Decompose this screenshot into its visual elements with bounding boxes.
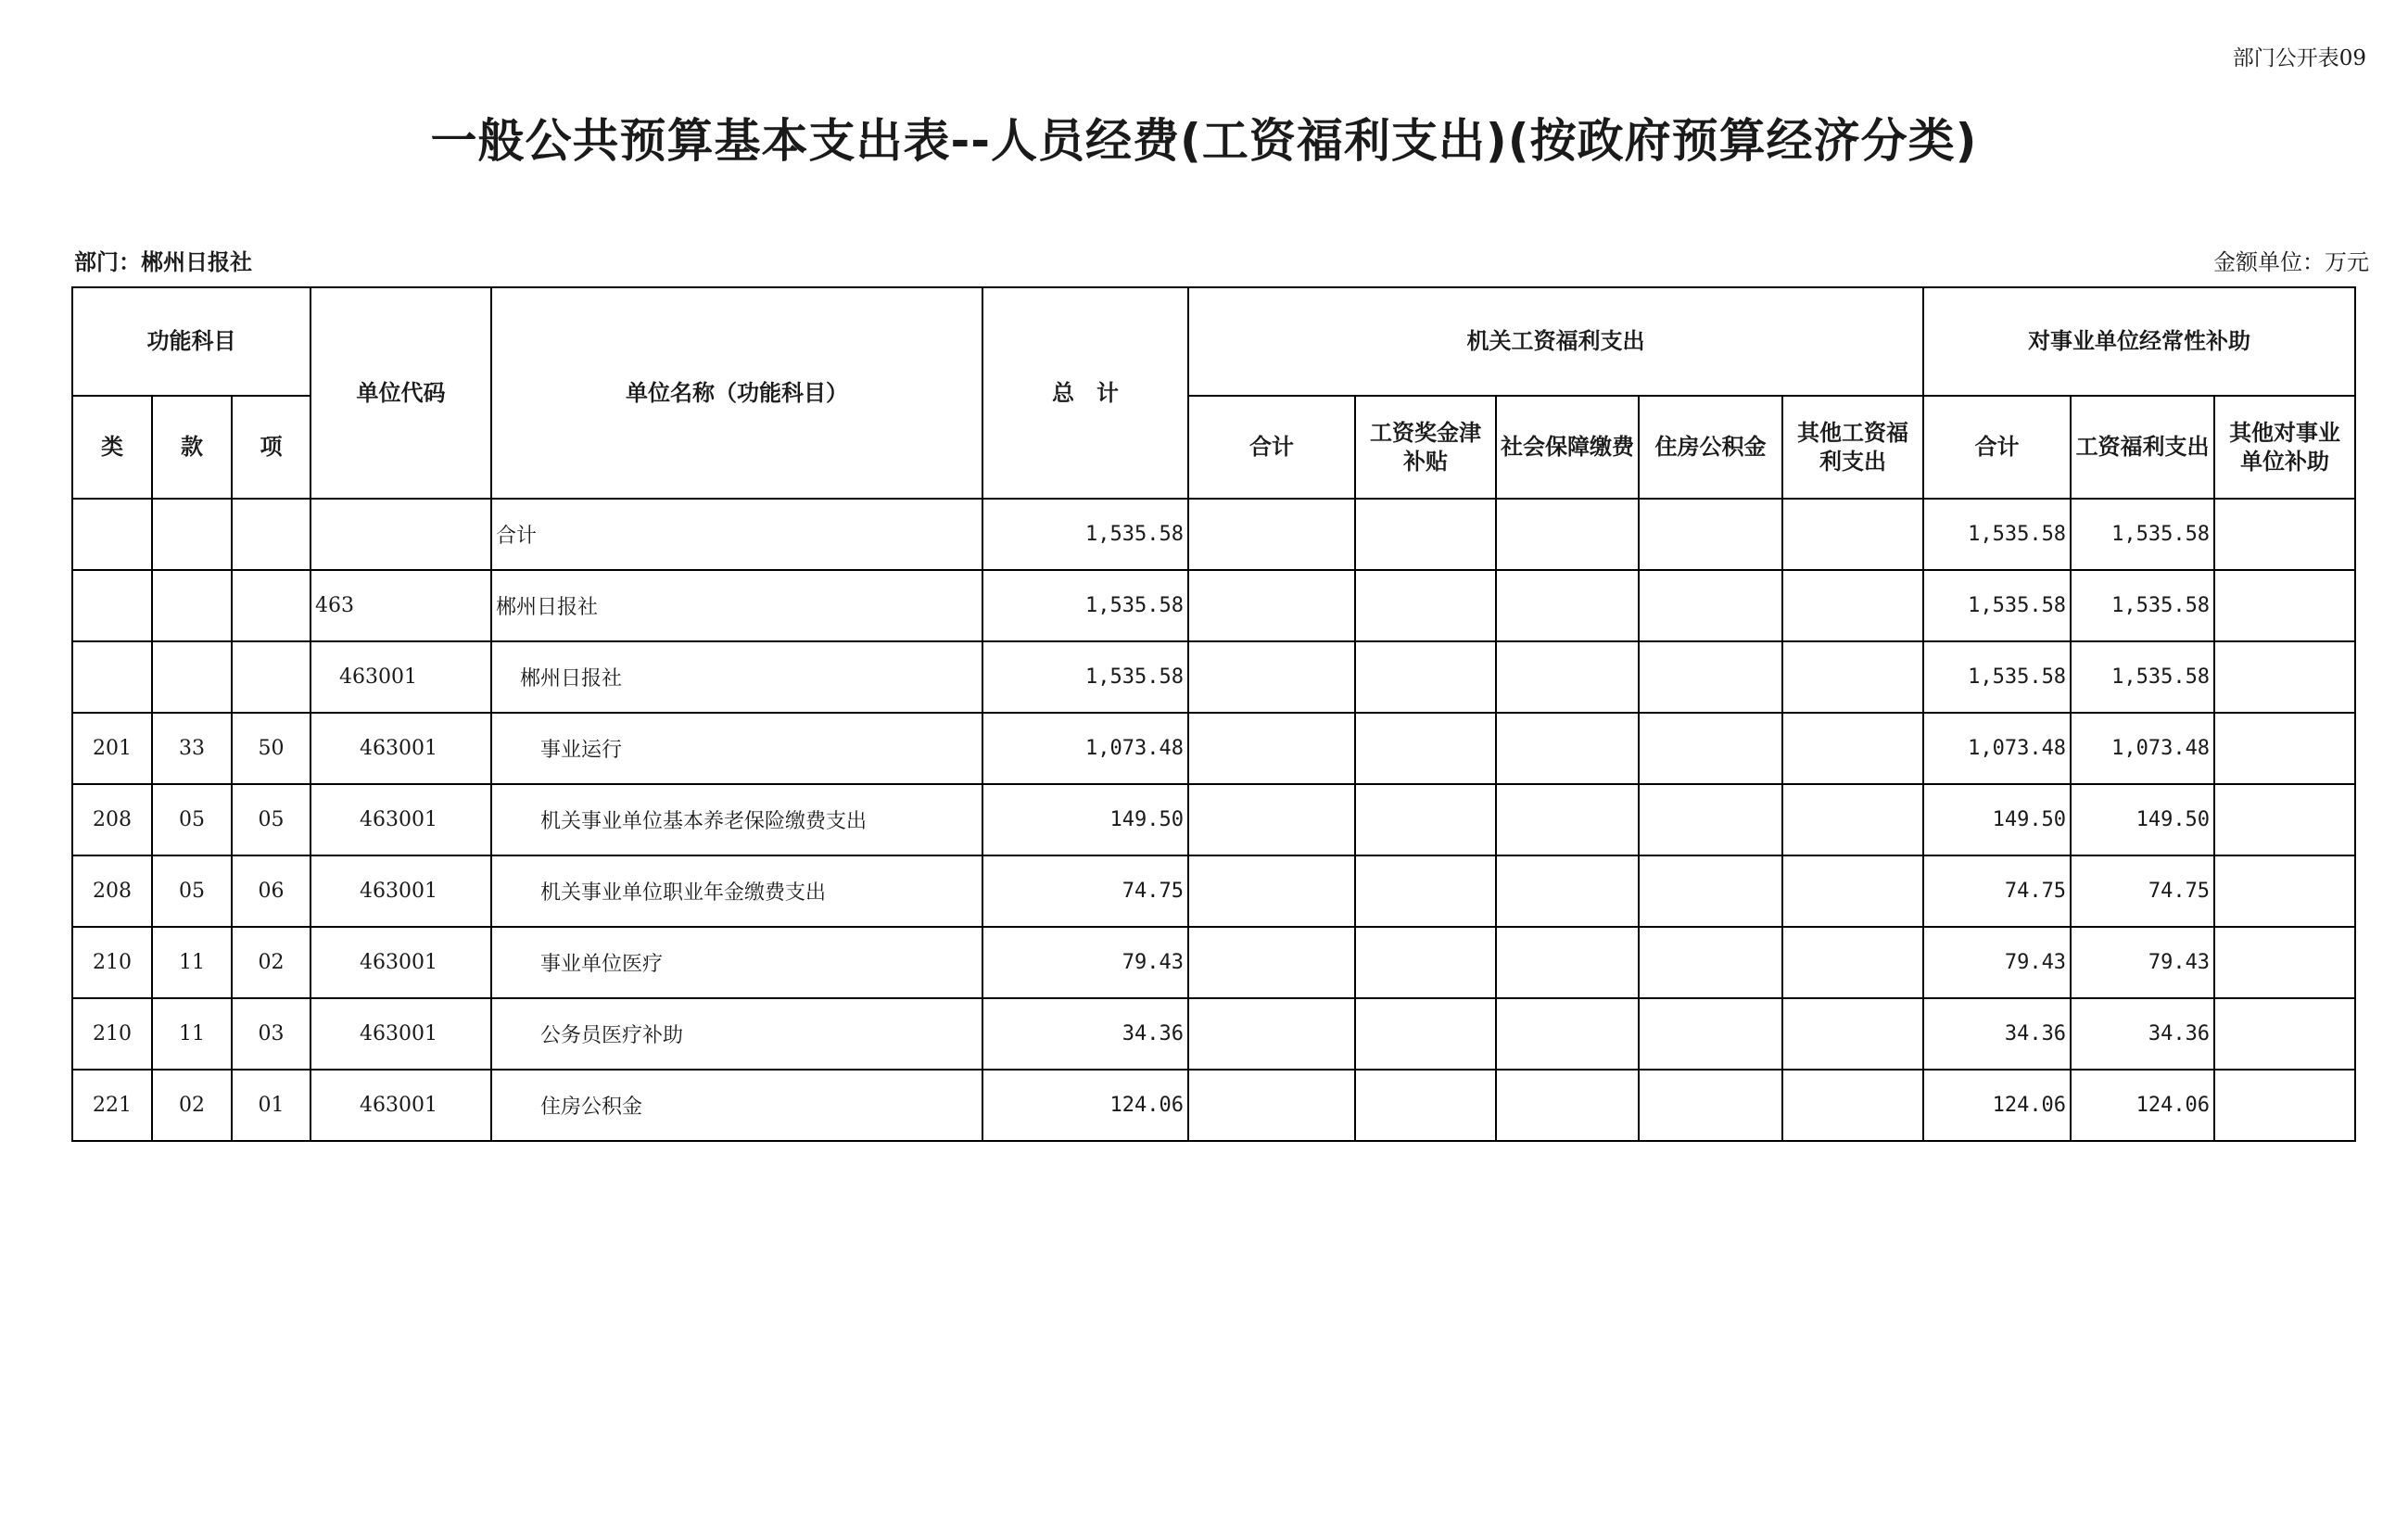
cell-unit-name: 机关事业单位职业年金缴费支出 bbox=[491, 855, 982, 927]
cell-unit-name: 公务员医疗补助 bbox=[491, 998, 982, 1070]
cell-institution-salary: 1,535.58 bbox=[2071, 499, 2214, 570]
cell-institution-subtotal: 1,535.58 bbox=[1923, 499, 2071, 570]
cell-institution-other bbox=[2214, 855, 2355, 927]
cell-item bbox=[232, 641, 311, 713]
header-agency-other: 其他工资福利支出 bbox=[1782, 396, 1923, 499]
header-unit-code: 单位代码 bbox=[311, 287, 491, 499]
cell-unit-code: 463001 bbox=[311, 998, 491, 1070]
cell-institution-subtotal: 1,535.58 bbox=[1923, 641, 2071, 713]
table-row bbox=[72, 499, 2355, 570]
cell-agency-housing-fund bbox=[1639, 998, 1782, 1070]
cell-agency-salary bbox=[1355, 998, 1496, 1070]
cell-category: 201 bbox=[72, 713, 152, 784]
cell-institution-salary: 79.43 bbox=[2071, 927, 2214, 998]
cell-section bbox=[152, 641, 232, 713]
cell-section bbox=[152, 499, 232, 570]
cell-agency-housing-fund bbox=[1639, 499, 1782, 570]
table-row bbox=[72, 713, 2355, 784]
cell-agency-salary bbox=[1355, 1070, 1496, 1141]
cell-item: 02 bbox=[232, 927, 311, 998]
cell-agency-other bbox=[1782, 784, 1923, 855]
cell-agency-other bbox=[1782, 713, 1923, 784]
cell-unit-name: 郴州日报社 bbox=[491, 641, 982, 713]
header-item: 项 bbox=[232, 396, 311, 499]
cell-unit-code bbox=[311, 499, 491, 570]
table-row bbox=[72, 927, 2355, 998]
cell-total: 1,535.58 bbox=[982, 499, 1188, 570]
cell-item: 06 bbox=[232, 855, 311, 927]
table-row bbox=[72, 784, 2355, 855]
cell-institution-subtotal: 74.75 bbox=[1923, 855, 2071, 927]
cell-unit-code: 463001 bbox=[311, 927, 491, 998]
cell-section: 05 bbox=[152, 855, 232, 927]
cell-agency-social-security bbox=[1496, 499, 1639, 570]
cell-institution-salary: 1,073.48 bbox=[2071, 713, 2214, 784]
cell-agency-social-security bbox=[1496, 713, 1639, 784]
cell-agency-housing-fund bbox=[1639, 1070, 1782, 1141]
cell-category bbox=[72, 499, 152, 570]
cell-item: 50 bbox=[232, 713, 311, 784]
cell-unit-name: 事业运行 bbox=[491, 713, 982, 784]
header-institution-other: 其他对事业单位补助 bbox=[2214, 396, 2355, 499]
cell-agency-subtotal bbox=[1188, 784, 1355, 855]
cell-agency-subtotal bbox=[1188, 855, 1355, 927]
cell-agency-housing-fund bbox=[1639, 641, 1782, 713]
cell-agency-social-security bbox=[1496, 1070, 1639, 1141]
cell-agency-other bbox=[1782, 1070, 1923, 1141]
cell-institution-subtotal: 124.06 bbox=[1923, 1070, 2071, 1141]
cell-institution-salary: 1,535.58 bbox=[2071, 641, 2214, 713]
cell-total: 74.75 bbox=[982, 855, 1188, 927]
header-institution-subtotal: 合计 bbox=[1923, 396, 2071, 499]
cell-category: 210 bbox=[72, 998, 152, 1070]
header-agency-subtotal: 合计 bbox=[1188, 396, 1355, 499]
cell-category: 221 bbox=[72, 1070, 152, 1141]
cell-total: 149.50 bbox=[982, 784, 1188, 855]
cell-section: 05 bbox=[152, 784, 232, 855]
cell-agency-social-security bbox=[1496, 927, 1639, 998]
department-label: 部门：郴州日报社 bbox=[74, 249, 252, 275]
cell-agency-social-security bbox=[1496, 570, 1639, 641]
cell-agency-housing-fund bbox=[1639, 927, 1782, 998]
cell-agency-other bbox=[1782, 998, 1923, 1070]
cell-section: 33 bbox=[152, 713, 232, 784]
page-title: 一般公共预算基本支出表--人员经费(工资福利支出)(按政府预算经济分类) bbox=[430, 114, 1978, 168]
cell-category: 210 bbox=[72, 927, 152, 998]
cell-agency-subtotal bbox=[1188, 499, 1355, 570]
cell-agency-salary bbox=[1355, 570, 1496, 641]
cell-agency-subtotal bbox=[1188, 998, 1355, 1070]
table-row bbox=[72, 855, 2355, 927]
header-unit-name: 单位名称（功能科目） bbox=[491, 287, 982, 499]
cell-agency-salary bbox=[1355, 855, 1496, 927]
cell-institution-other bbox=[2214, 998, 2355, 1070]
cell-unit-code: 463001 bbox=[311, 713, 491, 784]
cell-agency-subtotal bbox=[1188, 1070, 1355, 1141]
cell-institution-salary: 1,535.58 bbox=[2071, 570, 2214, 641]
cell-unit-name: 合计 bbox=[491, 499, 982, 570]
cell-agency-social-security bbox=[1496, 998, 1639, 1070]
table-row bbox=[72, 998, 2355, 1070]
cell-total: 124.06 bbox=[982, 1070, 1188, 1141]
cell-category bbox=[72, 641, 152, 713]
cell-unit-code: 463001 bbox=[311, 784, 491, 855]
cell-total: 1,073.48 bbox=[982, 713, 1188, 784]
header-agency-group: 机关工资福利支出 bbox=[1188, 287, 1923, 396]
cell-agency-subtotal bbox=[1188, 713, 1355, 784]
header-total: 总 计 bbox=[982, 287, 1188, 499]
header-function-subject: 功能科目 bbox=[72, 287, 311, 396]
cell-institution-subtotal: 34.36 bbox=[1923, 998, 2071, 1070]
header-institution-group: 对事业单位经常性补助 bbox=[1923, 287, 2355, 396]
cell-section: 11 bbox=[152, 927, 232, 998]
cell-institution-subtotal: 1,535.58 bbox=[1923, 570, 2071, 641]
cell-agency-housing-fund bbox=[1639, 570, 1782, 641]
cell-unit-name: 事业单位医疗 bbox=[491, 927, 982, 998]
header-agency-social-security: 社会保障缴费 bbox=[1496, 396, 1639, 499]
cell-institution-subtotal: 149.50 bbox=[1923, 784, 2071, 855]
cell-institution-other bbox=[2214, 499, 2355, 570]
cell-section: 02 bbox=[152, 1070, 232, 1141]
cell-item: 03 bbox=[232, 998, 311, 1070]
cell-agency-other bbox=[1782, 499, 1923, 570]
table-row bbox=[72, 641, 2355, 713]
cell-unit-name: 郴州日报社 bbox=[491, 570, 982, 641]
table-row bbox=[72, 570, 2355, 641]
cell-total: 1,535.58 bbox=[982, 570, 1188, 641]
cell-agency-salary bbox=[1355, 927, 1496, 998]
cell-institution-salary: 124.06 bbox=[2071, 1070, 2214, 1141]
cell-section: 11 bbox=[152, 998, 232, 1070]
cell-agency-salary bbox=[1355, 784, 1496, 855]
cell-institution-other bbox=[2214, 570, 2355, 641]
cell-institution-other bbox=[2214, 641, 2355, 713]
cell-unit-name: 机关事业单位基本养老保险缴费支出 bbox=[491, 784, 982, 855]
budget-table bbox=[71, 286, 2356, 1142]
cell-agency-salary bbox=[1355, 641, 1496, 713]
cell-agency-subtotal bbox=[1188, 641, 1355, 713]
cell-institution-salary: 34.36 bbox=[2071, 998, 2214, 1070]
table-row bbox=[72, 1070, 2355, 1141]
cell-agency-social-security bbox=[1496, 784, 1639, 855]
cell-institution-other bbox=[2214, 713, 2355, 784]
cell-unit-code: 463001 bbox=[311, 641, 491, 713]
cell-agency-housing-fund bbox=[1639, 855, 1782, 927]
cell-section bbox=[152, 570, 232, 641]
cell-agency-other bbox=[1782, 570, 1923, 641]
header-institution-salary: 工资福利支出 bbox=[2071, 396, 2214, 499]
cell-category bbox=[72, 570, 152, 641]
cell-total: 1,535.58 bbox=[982, 641, 1188, 713]
cell-agency-other bbox=[1782, 927, 1923, 998]
cell-unit-code: 463001 bbox=[311, 1070, 491, 1141]
cell-institution-salary: 74.75 bbox=[2071, 855, 2214, 927]
cell-agency-salary bbox=[1355, 713, 1496, 784]
cell-institution-subtotal: 1,073.48 bbox=[1923, 713, 2071, 784]
header-agency-salary: 工资奖金津补贴 bbox=[1355, 396, 1496, 499]
header-agency-housing-fund: 住房公积金 bbox=[1639, 396, 1782, 499]
cell-item: 01 bbox=[232, 1070, 311, 1141]
cell-institution-other bbox=[2214, 784, 2355, 855]
cell-item bbox=[232, 570, 311, 641]
cell-agency-other bbox=[1782, 641, 1923, 713]
cell-unit-code: 463001 bbox=[311, 855, 491, 927]
amount-unit-label: 金额单位：万元 bbox=[2213, 249, 2369, 275]
form-code: 部门公开表09 bbox=[2232, 46, 2366, 70]
cell-agency-other bbox=[1782, 855, 1923, 927]
cell-item: 05 bbox=[232, 784, 311, 855]
cell-agency-social-security bbox=[1496, 855, 1639, 927]
cell-total: 79.43 bbox=[982, 927, 1188, 998]
cell-agency-subtotal bbox=[1188, 927, 1355, 998]
cell-item bbox=[232, 499, 311, 570]
cell-total: 34.36 bbox=[982, 998, 1188, 1070]
cell-agency-housing-fund bbox=[1639, 713, 1782, 784]
cell-category: 208 bbox=[72, 855, 152, 927]
cell-institution-other bbox=[2214, 1070, 2355, 1141]
header-section: 款 bbox=[152, 396, 232, 499]
cell-institution-other bbox=[2214, 927, 2355, 998]
cell-category: 208 bbox=[72, 784, 152, 855]
cell-agency-housing-fund bbox=[1639, 784, 1782, 855]
cell-unit-name: 住房公积金 bbox=[491, 1070, 982, 1141]
cell-agency-salary bbox=[1355, 499, 1496, 570]
cell-agency-social-security bbox=[1496, 641, 1639, 713]
header-category: 类 bbox=[72, 396, 152, 499]
cell-institution-subtotal: 79.43 bbox=[1923, 927, 2071, 998]
cell-unit-code: 463 bbox=[311, 570, 491, 641]
cell-institution-salary: 149.50 bbox=[2071, 784, 2214, 855]
cell-agency-subtotal bbox=[1188, 570, 1355, 641]
